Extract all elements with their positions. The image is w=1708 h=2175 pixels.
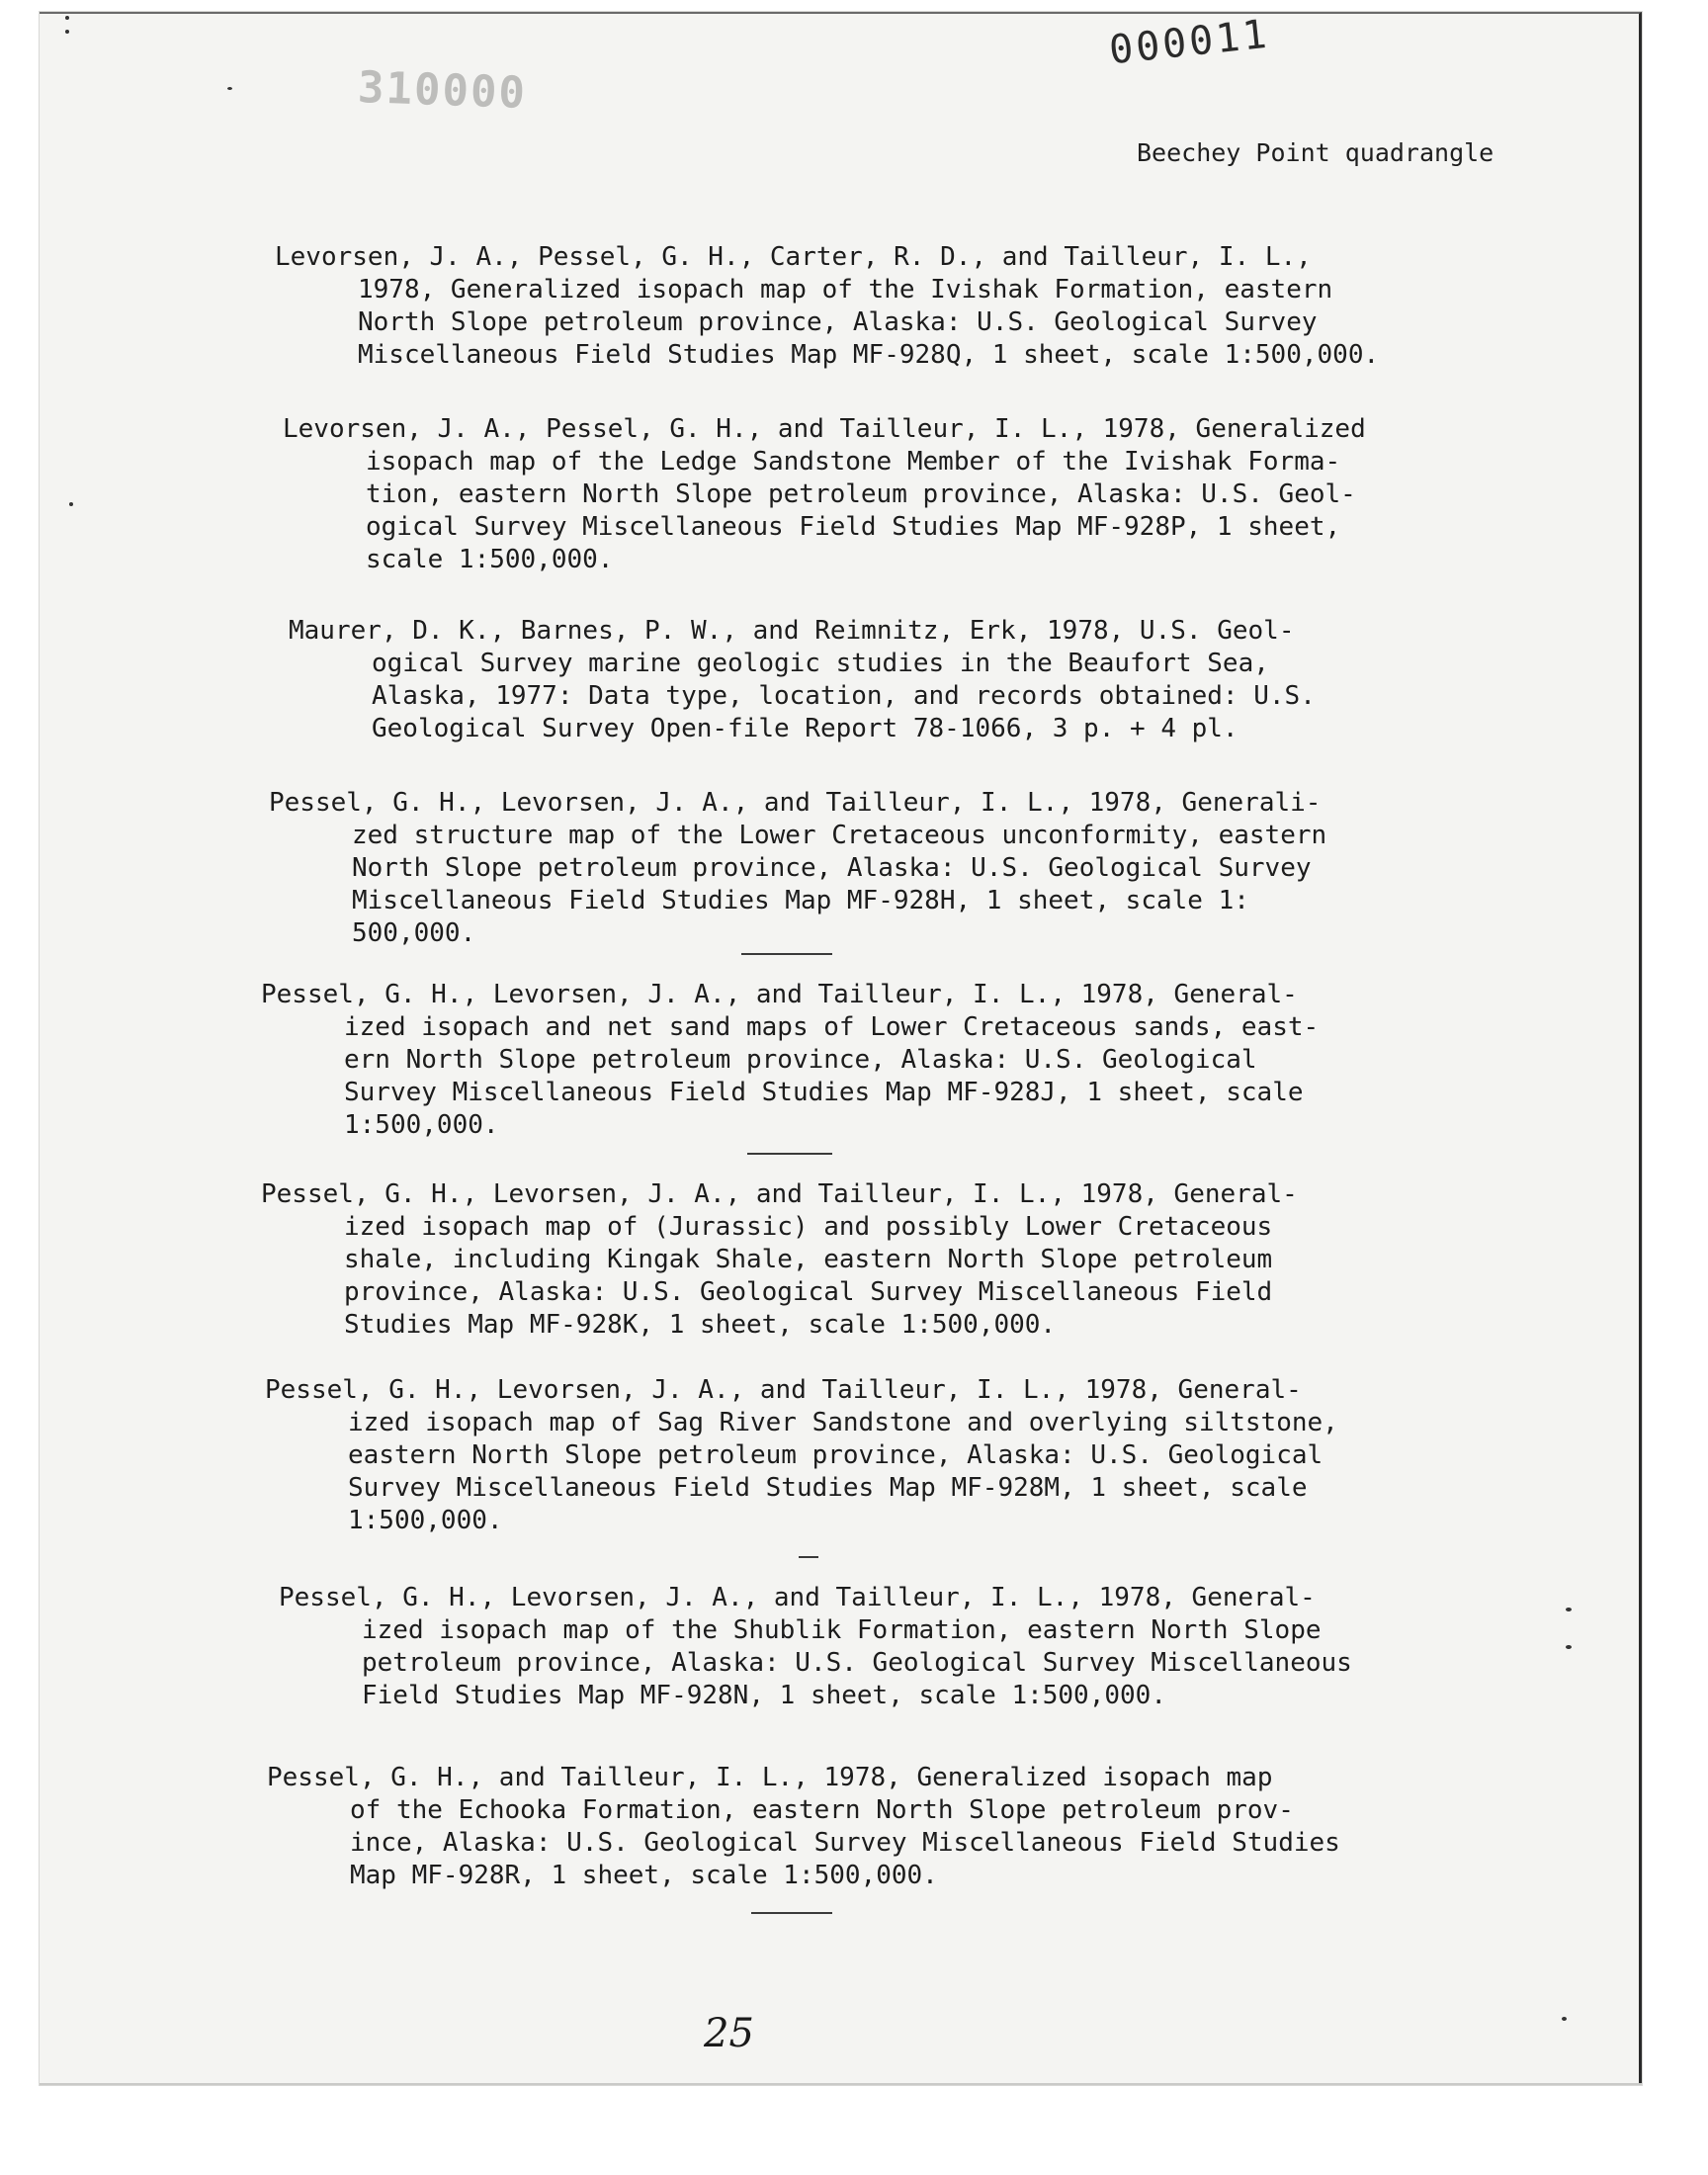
entry-line: ogical Survey Miscellaneous Field Studies Map MF-928P, 1 sheet,	[366, 512, 1341, 542]
reference-entry	[283, 413, 1366, 576]
entry-line: Survey Miscellaneous Field Studies Map MF-928J, 1 sheet, scale	[344, 1078, 1304, 1107]
entry-separator	[747, 1153, 832, 1155]
entry-separator	[751, 1912, 832, 1914]
entry-line: isopach map of the Ledge Sandstone Member of the Ivishak Forma-	[366, 447, 1341, 477]
entry-line: Studies Map MF-928K, 1 sheet, scale 1:500,000.	[344, 1310, 1057, 1340]
entry-line: ized isopach map of Sag River Sandstone and overlying siltstone,	[348, 1408, 1338, 1437]
reference-entry	[261, 1178, 1298, 1342]
reference-entry	[279, 1582, 1352, 1712]
entry-line: Pessel, G. H., and Tailleur, I. L., 1978, Generalized isopach map	[267, 1763, 1273, 1792]
entry-line: North Slope petroleum province, Alaska: U.S. Geological Survey	[352, 853, 1312, 883]
entry-line: Miscellaneous Field Studies Map MF-928H, 1 sheet, scale 1:	[352, 886, 1249, 915]
quadrangle-heading: Beechey Point quadrangle	[1137, 138, 1494, 167]
reference-entry	[267, 1762, 1340, 1892]
entry-separator	[799, 1556, 818, 1558]
entry-line: shale, including Kingak Shale, eastern North Slope petroleum	[344, 1245, 1273, 1274]
entry-separator	[741, 953, 832, 955]
entry-line: North Slope petroleum province, Alaska: U.S. Geological Survey	[358, 307, 1318, 337]
page-number: 25	[704, 2011, 754, 2056]
entry-line: of the Echooka Formation, eastern North Slope petroleum prov-	[350, 1795, 1294, 1825]
entry-line: Survey Miscellaneous Field Studies Map MF-928M, 1 sheet, scale	[348, 1473, 1308, 1503]
scan-speck	[1566, 1608, 1572, 1611]
entry-line: Maurer, D. K., Barnes, P. W., and Reimnitz, Erk, 1978, U.S. Geol-	[289, 616, 1295, 646]
entry-line: Field Studies Map MF-928N, 1 sheet, scale 1:500,000.	[362, 1681, 1166, 1710]
page-edge	[40, 2083, 1642, 2085]
entry-line: Levorsen, J. A., Pessel, G. H., Carter, R. D., and Tailleur, I. L.,	[275, 242, 1312, 272]
entry-line: Pessel, G. H., Levorsen, J. A., and Tailleur, I. L., 1978, General-	[265, 1375, 1302, 1405]
entry-line: scale 1:500,000.	[366, 545, 614, 574]
entry-line: ern North Slope petroleum province, Alaska: U.S. Geological	[344, 1045, 1257, 1075]
reference-entry	[289, 615, 1316, 745]
entry-line: Map MF-928R, 1 sheet, scale 1:500,000.	[350, 1861, 938, 1890]
entry-line: eastern North Slope petroleum province, Alaska: U.S. Geological	[348, 1440, 1324, 1470]
entry-line: Pessel, G. H., Levorsen, J. A., and Tailleur, I. L., 1978, Generali-	[269, 788, 1322, 818]
reference-entry	[275, 241, 1379, 372]
entry-line: ince, Alaska: U.S. Geological Survey Miscellaneous Field Studies	[350, 1828, 1340, 1858]
reference-entry	[261, 979, 1319, 1142]
entry-line: Pessel, G. H., Levorsen, J. A., and Tailleur, I. L., 1978, General-	[261, 980, 1298, 1009]
scan-speck	[69, 502, 73, 506]
entry-line: Pessel, G. H., Levorsen, J. A., and Tailleur, I. L., 1978, General-	[279, 1583, 1316, 1612]
entry-line: ized isopach map of (Jurassic) and possibly Lower Cretaceous	[344, 1212, 1273, 1242]
entry-line: Geological Survey Open-file Report 78-1066, 3 p. + 4 pl.	[372, 714, 1238, 743]
entry-line: zed structure map of the Lower Cretaceous unconformity, eastern	[352, 821, 1327, 850]
reference-entry	[265, 1374, 1338, 1537]
entry-line: ogical Survey marine geologic studies in the Beaufort Sea,	[372, 649, 1269, 678]
scan-speck	[1562, 2017, 1567, 2021]
entry-line: 1:500,000.	[348, 1506, 503, 1535]
entry-line: Miscellaneous Field Studies Map MF-928Q, 1 sheet, scale 1:500,000.	[358, 340, 1380, 370]
scan-speck	[227, 87, 232, 90]
entry-line: petroleum province, Alaska: U.S. Geological Survey Miscellaneous	[362, 1648, 1352, 1678]
scan-speck	[1566, 1645, 1572, 1649]
entry-line: Alaska, 1977: Data type, location, and records obtained: U.S.	[372, 681, 1316, 711]
entry-line: 500,000.	[352, 918, 476, 948]
faded-serial-stamp: 310000	[357, 62, 528, 119]
entry-line: tion, eastern North Slope petroleum province, Alaska: U.S. Geol-	[366, 479, 1356, 509]
scan-speck	[65, 16, 69, 20]
serial-stamp: 000011	[1107, 11, 1272, 74]
entry-line: 1:500,000.	[344, 1110, 499, 1140]
entry-line: ized isopach and net sand maps of Lower Cretaceous sands, east-	[344, 1012, 1320, 1042]
entry-line: ized isopach map of the Shublik Formation, eastern North Slope	[362, 1615, 1322, 1645]
entry-line: Levorsen, J. A., Pessel, G. H., and Tailleur, I. L., 1978, Generalized	[283, 414, 1366, 444]
entry-line: 1978, Generalized isopach map of the Ivishak Formation, eastern	[358, 275, 1333, 304]
scan-speck	[65, 30, 69, 34]
entry-line: Pessel, G. H., Levorsen, J. A., and Tailleur, I. L., 1978, General-	[261, 1179, 1298, 1209]
reference-entry	[269, 787, 1326, 950]
entry-line: province, Alaska: U.S. Geological Survey Miscellaneous Field	[344, 1277, 1273, 1307]
